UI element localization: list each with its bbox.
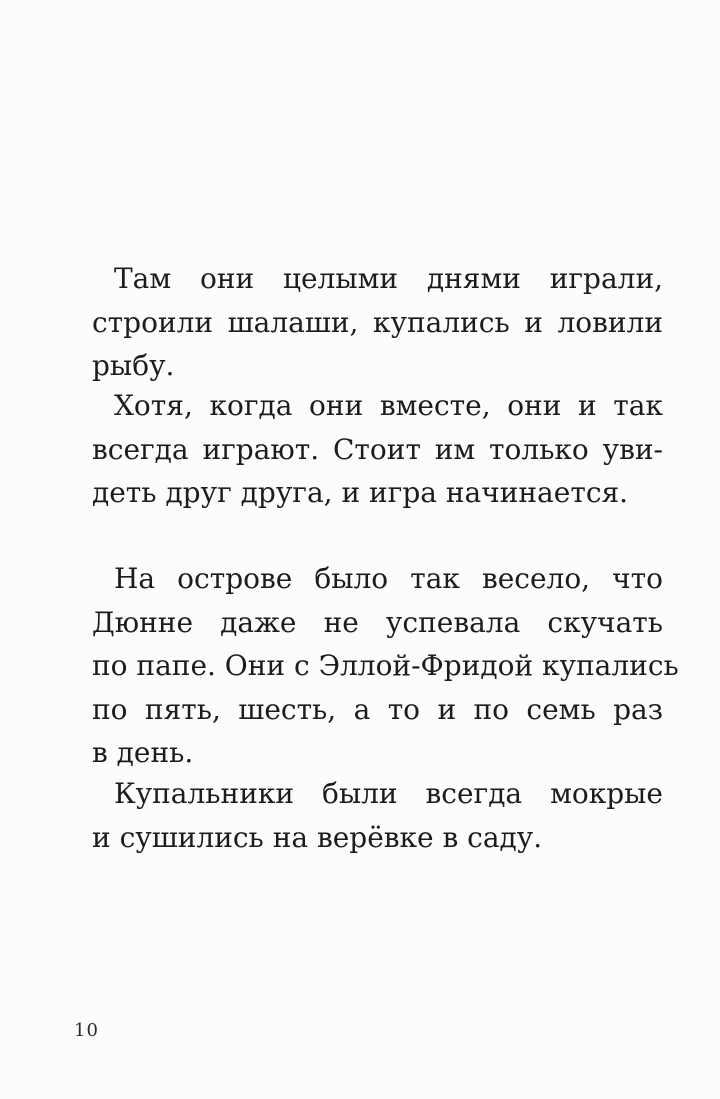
paragraph-4	[92, 772, 663, 859]
paragraph-line: рыбу.	[92, 349, 175, 382]
paragraph-line: по пять, шесть, а то и по семь раз	[92, 692, 663, 726]
paragraph-line: На острове было так весело, что	[114, 562, 663, 595]
paragraph-line: всегда играют. Стоит им только уви-	[92, 432, 663, 466]
paragraph-line: деть друг друга, и игра начинается.	[92, 476, 629, 509]
paragraph-line: в день.	[92, 736, 194, 769]
paragraph-line: строили шалаши, купались и ловили	[92, 305, 663, 339]
paragraph-1	[92, 257, 663, 388]
page-number: 10	[74, 1020, 99, 1041]
paragraph-line: Хотя, когда они вместе, они и так	[114, 389, 663, 422]
paragraph-line: Дюнне даже не успевала скучать	[92, 605, 663, 639]
paragraph-3	[92, 557, 679, 775]
paragraph-line: и сушились на верёвке в саду.	[92, 820, 543, 854]
paragraph-line: Купальники были всегда мокрые	[114, 777, 663, 810]
paragraph-line: по папе. Они с Эллой-Фридой купались	[92, 649, 679, 682]
paragraph-2	[92, 384, 663, 515]
paragraph-line: Там они целыми днями играли,	[114, 262, 663, 295]
